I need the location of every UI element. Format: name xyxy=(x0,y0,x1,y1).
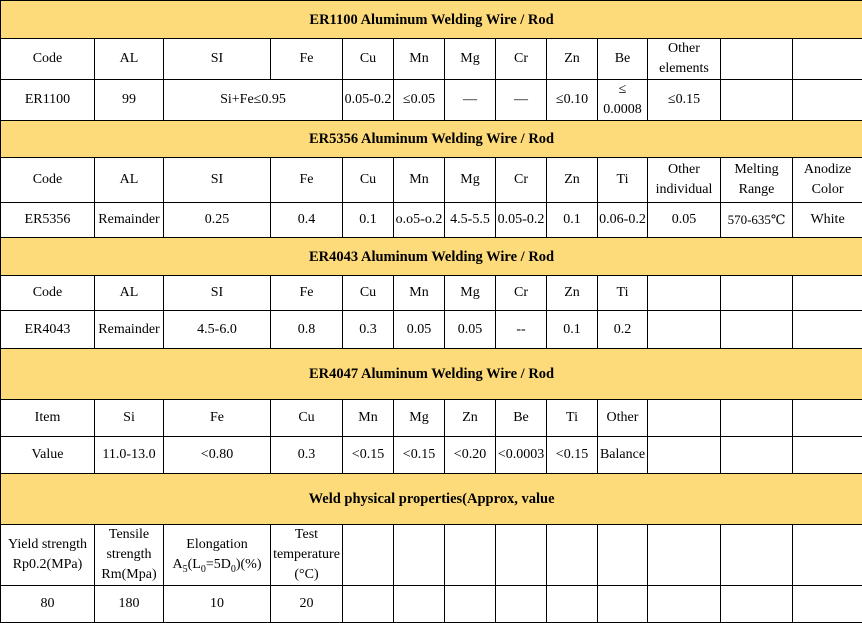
er5356-value-cu: 0.1 xyxy=(343,203,394,238)
er4047-header-mg: Mg xyxy=(394,400,445,437)
physical-value-yield: 80 xyxy=(1,586,95,623)
er5356-title: ER5356 Aluminum Welding Wire / Rod xyxy=(1,121,862,158)
er1100-header-cu: Cu xyxy=(343,39,394,80)
er5356-header-si: SI xyxy=(164,158,271,203)
er4047-value-cu: 0.3 xyxy=(271,437,343,474)
er5356-header-fe: Fe xyxy=(271,158,343,203)
empty-cell xyxy=(496,586,547,623)
er1100-header-other: Other elements xyxy=(648,39,721,80)
physical-header-elongation-formula xyxy=(172,557,261,572)
empty-cell xyxy=(793,586,862,623)
er5356-value-code: ER5356 xyxy=(1,203,95,238)
empty-cell xyxy=(648,311,721,349)
er5356-header-zn: Zn xyxy=(547,158,598,203)
er4047-title: ER4047 Aluminum Welding Wire / Rod xyxy=(1,349,862,400)
er5356-header-mn: Mn xyxy=(394,158,445,203)
empty-cell xyxy=(547,586,598,623)
er1100-value-other: ≤0.15 xyxy=(648,80,721,121)
er5356-header-anodize-color: Anodize Color xyxy=(793,158,862,203)
er4043-header-cr: Cr xyxy=(496,276,547,311)
er4043-value-mn: 0.05 xyxy=(394,311,445,349)
er1100-header-zn: Zn xyxy=(547,39,598,80)
formula-part: )(%) xyxy=(236,557,262,572)
formula-part: (L xyxy=(188,557,201,572)
er1100-value-be: ≤ 0.0008 xyxy=(598,80,648,121)
physical-header-elongation-label: Elongation xyxy=(186,537,247,552)
empty-cell xyxy=(343,525,394,586)
er5356-header-other-individual: Other individual xyxy=(648,158,721,203)
er4043-header-si: SI xyxy=(164,276,271,311)
empty-cell xyxy=(547,525,598,586)
er4047-header-fe: Fe xyxy=(164,400,271,437)
er5356-value-fe: 0.4 xyxy=(271,203,343,238)
physical-header-yield: Yield strength Rp0.2(MPa) xyxy=(1,525,95,586)
empty-cell xyxy=(721,39,793,80)
er4043-value-row xyxy=(1,311,862,349)
empty-cell xyxy=(721,311,793,349)
physical-header-elongation xyxy=(164,525,271,586)
empty-cell xyxy=(793,276,862,311)
er4043-value-cu: 0.3 xyxy=(343,311,394,349)
physical-header-test-temperature: Test temperature(°C) xyxy=(271,525,343,586)
er5356-value-row xyxy=(1,203,862,238)
empty-cell xyxy=(793,39,862,80)
er5356-value-ti: 0.06-0.2 xyxy=(598,203,648,238)
empty-cell xyxy=(793,311,862,349)
er4047-value-other: Balance xyxy=(598,437,648,474)
physical-value-tensile: 180 xyxy=(95,586,164,623)
er1100-header-mg: Mg xyxy=(445,39,496,80)
er5356-value-al: Remainder xyxy=(95,203,164,238)
physical-title: Weld physical properties(Approx, value xyxy=(1,474,862,525)
er1100-header-be: Be xyxy=(598,39,648,80)
er4043-title: ER4043 Aluminum Welding Wire / Rod xyxy=(1,238,862,276)
er4047-value-fe: <0.80 xyxy=(164,437,271,474)
empty-cell xyxy=(648,437,721,474)
empty-cell xyxy=(598,586,648,623)
er4047-header-item: Item xyxy=(1,400,95,437)
er4043-value-zn: 0.1 xyxy=(547,311,598,349)
er5356-value-si: 0.25 xyxy=(164,203,271,238)
er5356-title-row xyxy=(1,121,862,158)
formula-sub: 5 xyxy=(183,564,188,575)
er1100-value-zn: ≤0.10 xyxy=(547,80,598,121)
empty-cell xyxy=(496,525,547,586)
er4043-value-mg: 0.05 xyxy=(445,311,496,349)
er5356-header-melting-range: Melting Range xyxy=(721,158,793,203)
er1100-header-fe: Fe xyxy=(271,39,343,80)
empty-cell xyxy=(648,400,721,437)
er1100-title-row xyxy=(1,1,862,39)
er1100-value-code: ER1100 xyxy=(1,80,95,121)
physical-value-elongation: 10 xyxy=(164,586,271,623)
er4043-header-al: AL xyxy=(95,276,164,311)
formula-sub: 0 xyxy=(201,564,206,575)
er1100-value-al: 99 xyxy=(95,80,164,121)
er4043-value-ti: 0.2 xyxy=(598,311,648,349)
empty-cell xyxy=(721,525,793,586)
er4047-header-row xyxy=(1,400,862,437)
er4047-header-zn: Zn xyxy=(445,400,496,437)
er1100-header-al: AL xyxy=(95,39,164,80)
formula-part: =5D xyxy=(206,557,231,572)
er4043-header-cu: Cu xyxy=(343,276,394,311)
er4047-value-item: Value xyxy=(1,437,95,474)
physical-value-row xyxy=(1,586,862,623)
er5356-value-melting-range: 570-635℃ xyxy=(721,203,793,238)
er4047-value-si: 11.0-13.0 xyxy=(95,437,164,474)
er5356-value-zn: 0.1 xyxy=(547,203,598,238)
er5356-value-mg: 4.5-5.5 xyxy=(445,203,496,238)
er4047-value-be: <0.0003 xyxy=(496,437,547,474)
er4047-header-other: Other xyxy=(598,400,648,437)
physical-value-test-temperature: 20 xyxy=(271,586,343,623)
er1100-value-cu: 0.05-0.2 xyxy=(343,80,394,121)
er1100-header-code: Code xyxy=(1,39,95,80)
er5356-header-al: AL xyxy=(95,158,164,203)
er4047-header-mn: Mn xyxy=(343,400,394,437)
empty-cell xyxy=(394,586,445,623)
er4043-header-row xyxy=(1,276,862,311)
formula-part: A xyxy=(172,557,182,572)
er4043-title-row xyxy=(1,238,862,276)
er5356-header-row xyxy=(1,158,862,203)
empty-cell xyxy=(394,525,445,586)
empty-cell xyxy=(721,586,793,623)
er1100-value-row xyxy=(1,80,862,121)
formula-sub: 0 xyxy=(231,564,236,575)
er5356-header-cu: Cu xyxy=(343,158,394,203)
er5356-value-cr: 0.05-0.2 xyxy=(496,203,547,238)
er4043-header-zn: Zn xyxy=(547,276,598,311)
empty-cell xyxy=(343,586,394,623)
er5356-header-code: Code xyxy=(1,158,95,203)
er5356-header-mg: Mg xyxy=(445,158,496,203)
er5356-value-other-individual: 0.05 xyxy=(648,203,721,238)
er4047-header-ti: Ti xyxy=(547,400,598,437)
er4043-header-fe: Fe xyxy=(271,276,343,311)
er1100-header-row xyxy=(1,39,862,80)
er4043-value-al: Remainder xyxy=(95,311,164,349)
empty-cell xyxy=(445,525,496,586)
er1100-value-cr: — xyxy=(496,80,547,121)
empty-cell xyxy=(721,80,793,121)
er4043-header-ti: Ti xyxy=(598,276,648,311)
empty-cell xyxy=(648,276,721,311)
empty-cell xyxy=(793,525,862,586)
er4043-value-fe: 0.8 xyxy=(271,311,343,349)
er4043-header-mn: Mn xyxy=(394,276,445,311)
empty-cell xyxy=(445,586,496,623)
er4043-value-code: ER4043 xyxy=(1,311,95,349)
er1100-title: ER1100 Aluminum Welding Wire / Rod xyxy=(1,1,862,39)
er4047-value-row xyxy=(1,437,862,474)
er4047-header-cu: Cu xyxy=(271,400,343,437)
er5356-header-cr: Cr xyxy=(496,158,547,203)
er4043-value-cr: -- xyxy=(496,311,547,349)
er4047-value-mn: <0.15 xyxy=(343,437,394,474)
er4047-value-mg: <0.15 xyxy=(394,437,445,474)
er5356-value-anodize-color: White xyxy=(793,203,862,238)
er5356-value-mn: o.o5-o.2 xyxy=(394,203,445,238)
er4047-value-zn: <0.20 xyxy=(445,437,496,474)
er4043-value-si: 4.5-6.0 xyxy=(164,311,271,349)
er1100-header-cr: Cr xyxy=(496,39,547,80)
empty-cell xyxy=(721,437,793,474)
physical-header-tensile: Tensile strength Rm(Mpa) xyxy=(95,525,164,586)
empty-cell xyxy=(648,586,721,623)
er1100-header-si: SI xyxy=(164,39,271,80)
er1100-value-si-fe: Si+Fe≤0.95 xyxy=(164,80,343,121)
er4047-title-row xyxy=(1,349,862,400)
empty-cell xyxy=(648,525,721,586)
empty-cell xyxy=(598,525,648,586)
er4047-value-ti: <0.15 xyxy=(547,437,598,474)
er1100-value-mn: ≤0.05 xyxy=(394,80,445,121)
er4047-header-si: Si xyxy=(95,400,164,437)
physical-title-row xyxy=(1,474,862,525)
er5356-header-ti: Ti xyxy=(598,158,648,203)
physical-header-row xyxy=(1,525,862,586)
er4043-header-mg: Mg xyxy=(445,276,496,311)
empty-cell xyxy=(793,400,862,437)
er4047-header-be: Be xyxy=(496,400,547,437)
empty-cell xyxy=(793,80,862,121)
er4043-header-code: Code xyxy=(1,276,95,311)
er1100-value-mg: — xyxy=(445,80,496,121)
er1100-header-mn: Mn xyxy=(394,39,445,80)
empty-cell xyxy=(721,276,793,311)
empty-cell xyxy=(721,400,793,437)
empty-cell xyxy=(793,437,862,474)
